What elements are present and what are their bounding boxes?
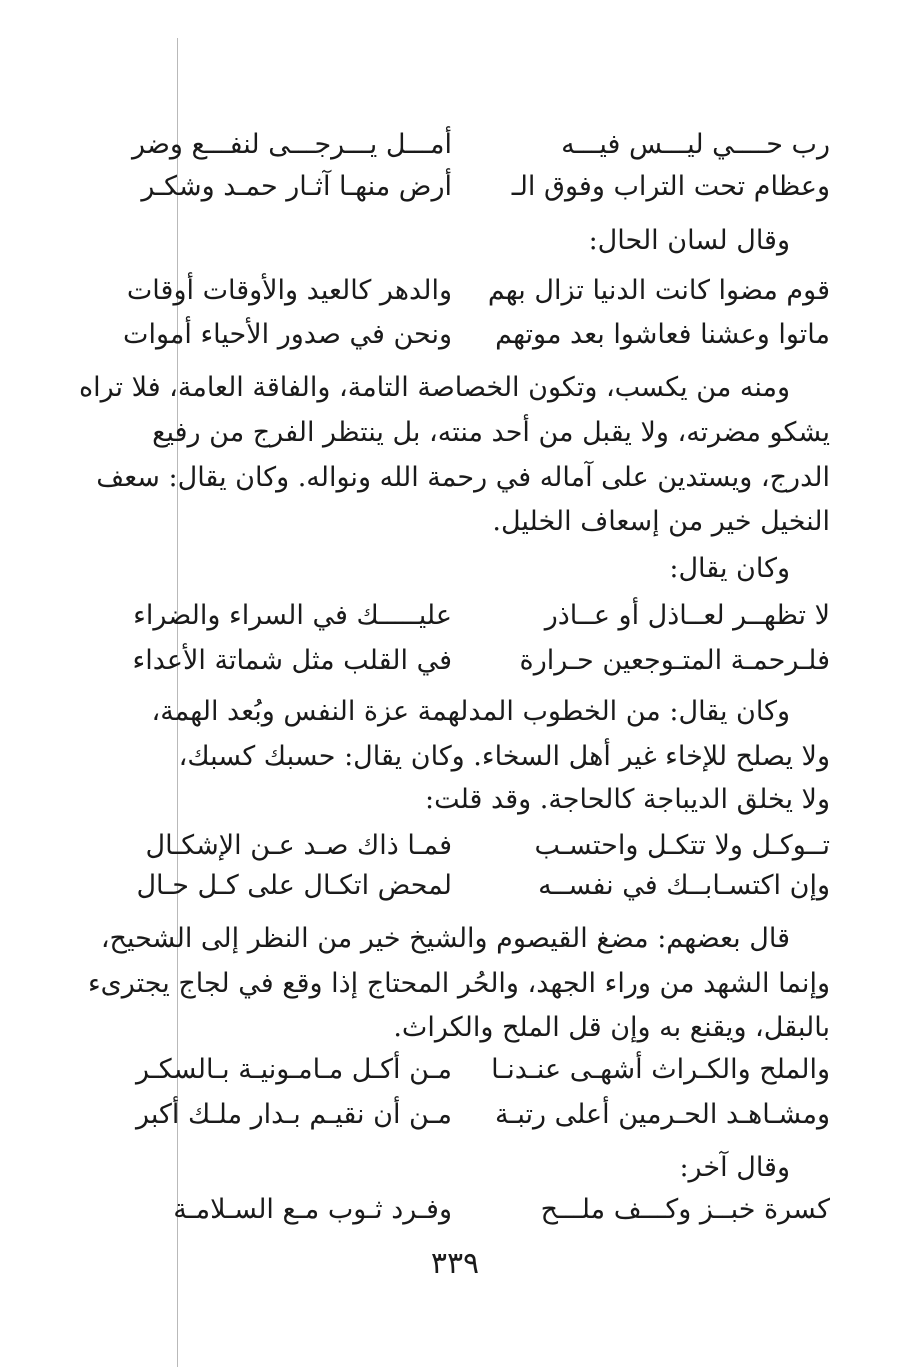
verse-second-hemistich: أرض منهـا آثـار حمـد وشكـر	[141, 171, 452, 202]
verse-second-hemistich: مـن أن نقيـم بـدار ملـك أكبر	[136, 1099, 452, 1130]
verse-line	[130, 866, 830, 906]
paragraph-line: وكان يقال: من الخطوب المدلهمة عزة النفس وبُعد الهمة،	[151, 696, 790, 727]
paragraph-line: يشكو مضرته، ولا يقبل من أحد منته، بل ينتظر الفرج من رفيع	[152, 417, 830, 448]
verse-second-hemistich: فمـا ذاك صـد عـن الإشكـال	[145, 830, 452, 861]
paragraph-line: النخيل خير من إسعاف الخليل.	[492, 506, 830, 537]
verse-second-hemistich: مـن أكـل مـامـونيـة بـالسكـر	[135, 1054, 452, 1085]
verse-first-hemistich: وعظام تحت التراب وفوق الـ	[511, 171, 830, 202]
paragraph-line: ومنه من يكسب، وتكون الخصاصة التامة، والفاقة العامة، فلا تراه	[78, 372, 790, 403]
verse-first-hemistich: كسرة خبــز وكـــف ملـــح	[540, 1194, 830, 1225]
verse-second-hemistich: في القلب مثل شماتة الأعداء	[132, 645, 452, 676]
verse-line	[130, 596, 830, 636]
verse-second-hemistich: عليـــــك في السراء والضراء	[133, 600, 452, 631]
verse-line	[130, 1190, 830, 1230]
verse-first-hemistich: فلـرحمـة المتـوجعين حـرارة	[519, 645, 830, 676]
verse-second-hemistich: لمحض اتكـال على كـل حـال	[136, 870, 452, 901]
verse-first-hemistich: قوم مضوا كانت الدنيا تزال بهم	[487, 275, 830, 306]
verse-second-hemistich: أمـــل يـــرجـــى لنفـــع وضر	[132, 129, 452, 160]
verse-second-hemistich: ونحن في صدور الأحياء أموات	[123, 319, 452, 350]
page-number: ٣٣٩	[430, 1246, 480, 1281]
verse-second-hemistich: والدهر كالعيد والأوقات أوقات	[126, 275, 452, 306]
verse-line	[123, 315, 830, 355]
verse-line	[126, 271, 830, 311]
paragraph-line: ولا يصلح للإخاء غير أهل السخاء. وكان يقال: حسبك كسبك،	[178, 741, 830, 772]
verse-first-hemistich: تــوكـل ولا تتكـل واحتسـب	[534, 830, 830, 861]
verse-line	[130, 826, 830, 866]
verse-first-hemistich: والملح والكـراث أشهـى عنـدنـا	[491, 1054, 830, 1085]
verse-first-hemistich: لا تظهــر لعــاذل أو عــاذر	[544, 600, 830, 631]
verse-first-hemistich: وإن اكتسـابــك في نفســه	[538, 870, 830, 901]
verse-line	[130, 167, 830, 207]
paragraph-line: قال بعضهم: مضغ القيصوم والشيخ خير من النظر إلى الشحيح،	[100, 923, 790, 954]
paragraph-line: الدرج، ويستدين على آماله في رحمة الله ونواله. وكان يقال: سعف	[96, 462, 830, 493]
intro-line: وقال آخر:	[679, 1152, 790, 1183]
paragraph-line: بالبقل، ويقنع به وإن قل الملح والكراث.	[393, 1012, 830, 1043]
verse-line	[130, 641, 830, 681]
verse-first-hemistich: رب حــــي ليـــس فيـــه	[561, 129, 830, 160]
verse-second-hemistich: وفـرد ثـوب مـع السـلامـة	[173, 1194, 452, 1225]
paragraph-line: ولا يخلق الديباجة كالحاجة. وقد قلت:	[425, 784, 830, 815]
verse-first-hemistich: ماتوا وعشنا فعاشوا بعد موتهم	[495, 319, 830, 350]
intro-line: وكان يقال:	[669, 553, 790, 584]
intro-line: وقال لسان الحال:	[588, 225, 790, 256]
verse-line	[130, 1050, 830, 1090]
verse-line	[130, 125, 830, 165]
paragraph-line: وإنما الشهد من وراء الجهد، والحُر المحتاج إذا وقع في لجاج يجترىء	[87, 968, 830, 999]
verse-first-hemistich: ومشـاهـد الحـرمين أعلى رتبـة	[494, 1099, 830, 1130]
verse-line	[130, 1095, 830, 1135]
